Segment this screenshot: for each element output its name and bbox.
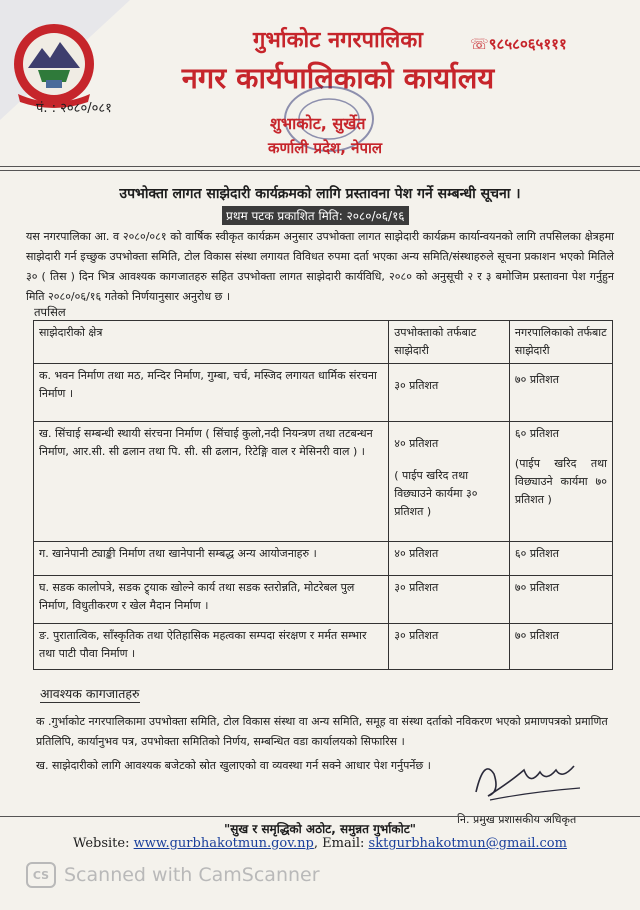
table-row [34,542,613,576]
area-cell: क. भवन निर्माण तथा मठ, मन्दिर निर्माण, गुम्बा, चर्च, मस्जिद लगायत धार्मिक संरचना निर्माण । [34,364,389,422]
list-item: क .गुर्भाकोट नगरपालिकामा उपभोक्ता समिति, टोल विकास संस्था वा अन्य समिति, समूह वा संस्था दर्ताको नविकरण भएको प्रमाणपत्रको प्रमाणित प्रतिलिपि, कार्यानुभव पत्र, उपभोक्ता समितिको निर्णय, सम्बन्धित वडा कार्यालयको सिफारिस । [36,715,608,748]
signature-icon [470,752,590,807]
list-item: ख. साझेदारीको लागि आवश्यक बजेटको स्रोत खुलाएको वा व्यवस्था गर्न सक्ने आधार पेश गर्नुपर्नेछ । [36,759,431,772]
consumer-share-cell: ४० प्रतिशत ( पाईप खरिद तथा विछ्याउने कार्यमा ३० प्रतिशत ) [389,422,510,542]
camscanner-logo-icon: CS [26,862,56,888]
schedule-label: तपसिल [34,305,66,319]
table-row [34,422,613,542]
notice-subject: उपभोक्ता लागत साझेदारी कार्यक्रमको लागि प्रस्तावना पेश गर्ने सम्बन्धी सूचना । [119,186,521,202]
municipality-share-cell: ७० प्रतिशत [509,576,612,624]
municipality-share-cell: ७० प्रतिशत [509,624,612,670]
footer-divider [0,816,640,817]
documents-heading: आवश्यक कागजातहरु [40,686,140,701]
published-date: प्रथम पटक प्रकाशित मिति: २०८०/०६/१६ [222,206,409,225]
area-cell: ङ. पुरातात्विक, साँस्कृतिक तथा ऐतिहासिक महत्वका सम्पदा संरक्षण र मर्मत सम्भार तथा पाटी पौवा निर्माण । [34,624,389,670]
table-row [34,576,613,624]
area-cell: ग. खानेपानी ट्याङ्की निर्माण तथा खानेपानी सम्बद्ध अन्य आयोजनाहरु । [34,542,389,576]
area-cell: ख. सिंचाई सम्बन्धी स्थायी संरचना निर्माण ( सिंचाई कुलो,नदी नियन्त्रण तथा तटबन्धन निर्माण, आर.सी. सी ढलान तथा पि. सी. सी ढलान, रिटेङ्गि वाल र मेसिनरी वाल ) । [34,422,389,542]
scanner-watermark [26,862,320,888]
signatory-title: नि. प्रमुख प्रशासकीय अधिकृत [457,813,577,826]
header-divider-second [0,170,640,171]
header-municipality: नगरपालिकाको तर्फबाट साझेदारी [509,321,612,364]
consumer-share-cell: ३० प्रतिशत [389,576,510,624]
header-area: साझेदारीको क्षेत्र [34,321,389,364]
contact-line [0,836,640,851]
office-location: शुभाकोट, सुर्खेत [270,114,366,133]
table-row [34,624,613,670]
phone-number: ☏९८५८०६५१११ [470,35,567,53]
municipality-name: गुर्भाकोट नगरपालिका [253,28,423,53]
consumer-share-cell: ३० प्रतिशत [389,624,510,670]
consumer-share-cell: ४० प्रतिशत [389,542,510,576]
municipality-share-cell: ६० प्रतिशत [509,542,612,576]
municipality-share-cell: ७० प्रतिशत [509,364,612,422]
email-link[interactable]: sktgurbhakotmun@gmail.com [368,836,567,851]
nepal-emblem-icon [10,18,98,108]
header-consumer: उपभोक्ताको तर्फबाट साझेदारी [389,321,510,364]
consumer-share-cell: ३० प्रतिशत [389,364,510,422]
office-name: नगर कार्यपालिकाको कार्यालय [181,61,495,95]
municipality-share-cell: ६० प्रतिशत (पाईप खरिद तथा विछ्याउने कार्यमा ७० प्रतिशत ) [509,422,612,542]
municipality-motto: "सुख र समृद्धिको अठोट, समुन्नत गुर्भाकोट" [224,822,417,836]
website-link[interactable]: www.gurbhakotmun.gov.np [133,836,314,851]
header-divider [0,166,640,167]
scanner-text: Scanned with CamScanner [64,864,320,886]
table-row [34,364,613,422]
email-label: , Email: [313,836,365,851]
website-label: Website: [73,836,130,851]
table-header-row [34,321,613,364]
province-name: कर्णाली प्रदेश, नेपाल [268,139,383,157]
notice-body: यस नगरपालिका आ. व २०८०/०८१ को वार्षिक स्वीकृत कार्यक्रम अनुसार उपभोक्ता लागत साझेदारी कार्यक्रम कार्यान्वयनको लागि तपसिलका क्षेत्रहमा साझेदारी गर्न इच्छुक उपभोक्ता समिति, टोल विकास संस्था लगायत विविधत रुपमा दर्ता भएका अन्य समिति/संस्थाहरुले सूचना प्रकाशन भएको मितिले ३० ( तिस ) दिन भित्र आवश्यक कागजातहरु सहित उपभोक्ता लागत साझेदारी कार्यविधि, २०८० को अनुसूची २ र ३ बमोजिम प्रस्तावना पेश गर्नुहुन मिति २०८०/०६/१६ गतेको निर्णयानुसार अनुरोध छ । [26,230,614,303]
cost-sharing-table [33,320,613,670]
reference-number: पं. : २०८०/०८१ [36,101,112,116]
area-cell: घ. सडक कालोपत्रे, सडक ट्र्याक खोल्ने कार्य तथा सडक स्तरोन्नति, मोटरेबल पुल निर्माण, विधुतीकरण र खेल मैदान निर्माण । [34,576,389,624]
